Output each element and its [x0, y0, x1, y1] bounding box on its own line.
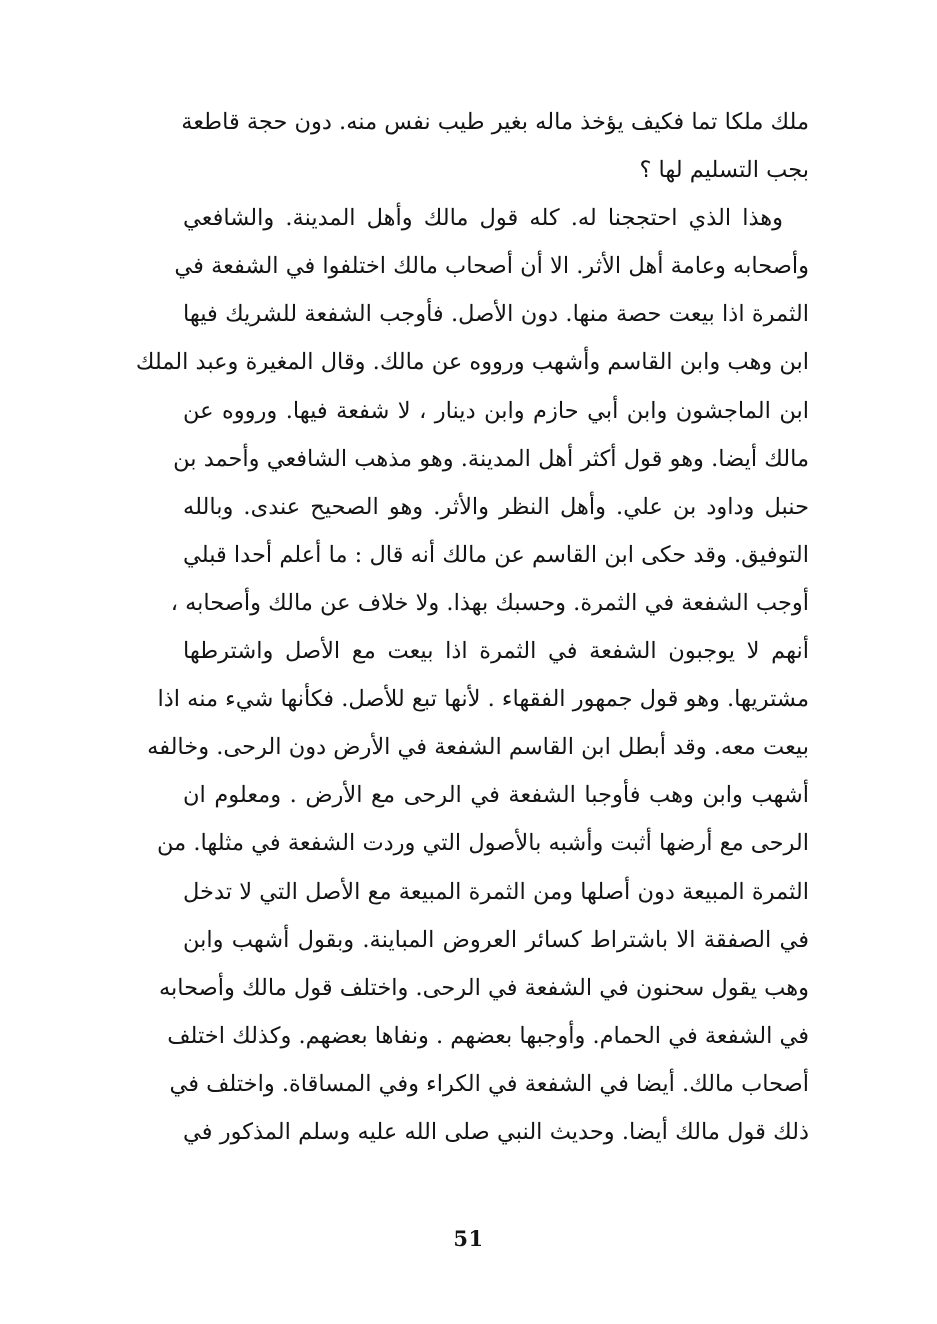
- text-line-19: وهب يقول سحنون في الشفعة في الرحى. واختلف قول مالك وأصحابه: [158, 974, 809, 1001]
- text-line-15: أشهب وابن وهب فأوجبا الشفعة في الرحى مع الأرض . ومعلوم ان: [183, 782, 809, 809]
- text-line-22: ذلك قول مالك أيضا. وحديث النبي صلى الله عليه وسلم المذكور في: [183, 1118, 809, 1145]
- text-line-14: بيعت معه. وقد أبطل ابن القاسم الشفعة في الأرض دون الرحى. وخالفه: [147, 734, 809, 761]
- text-line-11: أوجب الشفعة في الثمرة. وحسبك بهذا. ولا خلاف عن مالك وأصحابه ،: [170, 589, 809, 616]
- text-line-3: وهذا الذي احتججنا له. كله قول مالك وأهل المدينة. والشافعي: [183, 205, 783, 232]
- text-line-5: الثمرة اذا بيعت حصة منها. دون الأصل. فأوجب الشفعة للشريك فيها: [183, 301, 809, 328]
- text-line-20: في الشفعة في الحمام. وأوجبها بعضهم . ونفاها بعضهم. وكذلك اختلف: [167, 1022, 809, 1049]
- text-line-4: وأصحابه وعامة أهل الأثر. الا أن أصحاب مالك اختلفوا في الشفعة في: [174, 253, 809, 280]
- body-text: [135, 98, 809, 1156]
- text-line-1: ملك ملكا تما فكيف يؤخذ ماله بغير طيب نفس منه. دون حجة قاطعة: [181, 109, 809, 135]
- text-line-21: أصحاب مالك. أيضا في الشفعة في الكراء وفي المساقاة. واختلف في: [169, 1070, 809, 1097]
- page-number: 51: [453, 1226, 484, 1251]
- text-line-12: أنهم لا يوجبون الشفعة في الثمرة اذا بيعت مع الأصل واشترطها: [183, 638, 809, 665]
- text-line-10: التوفيق. وقد حكى ابن القاسم عن مالك أنه قال : ما أعلم أحدا قبلي: [183, 541, 809, 568]
- text-line-18: في الصفقة الا باشتراط كسائر العروض المباينة. وبقول أشهب وابن: [183, 926, 809, 953]
- text-line-9: حنبل وداود بن علي. وأهل النظر والأثر. وهو الصحيح عندى. وبالله: [183, 493, 809, 520]
- text-line-2: بجب التسليم لها ؟: [639, 157, 809, 184]
- text-line-16: الرحى مع أرضها أثبت وأشبه بالأصول التي وردت الشفعة في مثلها. من: [157, 830, 809, 857]
- text-line-6: ابن وهب وابن القاسم وأشهب ورووه عن مالك. وقال المغيرة وعبد الملك: [135, 349, 809, 376]
- text-line-8: مالك أيضا. وهو قول أكثر أهل المدينة. وهو مذهب الشافعي وأحمد بن: [173, 445, 809, 472]
- text-line-17: الثمرة المبيعة دون أصلها ومن الثمرة المبيعة مع الأصل التي لا تدخل: [183, 878, 809, 905]
- text-line-7: ابن الماجشون وابن أبي حازم وابن دينار ، لا شفعة فيها. ورووه عن: [183, 397, 809, 424]
- text-line-13: مشتريها. وهو قول جمهور الفقهاء . لأنها تبع للأصل. فكأنها شيء منه اذا: [157, 686, 809, 713]
